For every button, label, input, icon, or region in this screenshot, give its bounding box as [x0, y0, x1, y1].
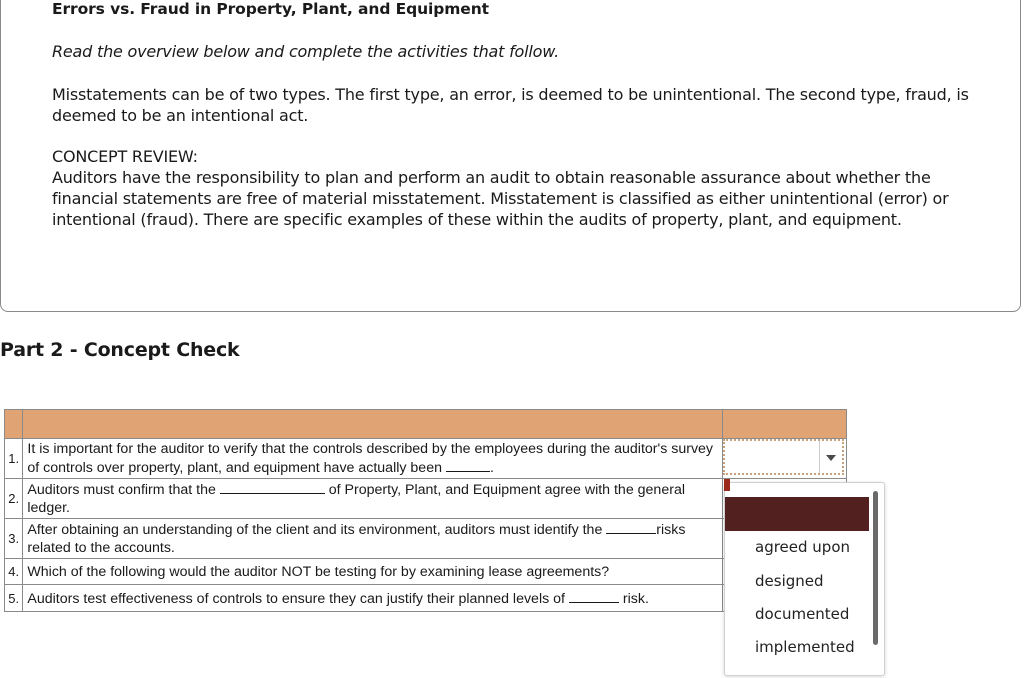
dropdown-scrollbar[interactable] [873, 491, 878, 645]
question-text [23, 519, 723, 559]
answer-blank [446, 458, 490, 472]
answer-blank [569, 589, 619, 603]
question-text-part: risk. [622, 590, 649, 607]
answer-blank [220, 480, 325, 494]
question-text [23, 559, 723, 585]
question-text-part: Which of the following would the auditor NOT be testing for by examining lease agreements? [27, 563, 610, 580]
question-text-part: of Property, Plant, and Equipment agree with the general ledger. [27, 482, 685, 516]
concept-review-text: Auditors have the responsibility to plan and perform an audit to obtain reasonable assurance about whether the financial statements are free of material misstatement. Misstatement is classified as either unintentional (error) or intentional (fraud). There are specific examples of these within the audits of property, plant, and equipment. [52, 168, 949, 229]
dropdown-pointer [724, 479, 730, 491]
header-cell-answer [723, 410, 847, 439]
question-number: 2. [5, 479, 23, 519]
question-number: 3. [5, 519, 23, 559]
overview-instruction: Read the overview below and complete the activities that follow. [52, 42, 559, 61]
overview-paragraph: Misstatements can be of two types. The first type, an error, is deemed to be unintentional. The second type, fraud, is deemed to be an intentional act. [52, 85, 969, 125]
dropdown-option-designed[interactable]: designed [755, 572, 824, 590]
question-text-part: . [489, 460, 494, 476]
table-row [5, 479, 847, 519]
table-row [5, 439, 847, 479]
chevron-down-icon[interactable] [819, 441, 842, 473]
question-number: 4. [5, 559, 23, 585]
header-cell-question [23, 410, 723, 439]
question-text-part: Auditors must confirm that the [27, 482, 216, 498]
dropdown-option-empty-selected[interactable] [725, 497, 869, 531]
part-title: Part 2 - Concept Check [0, 339, 240, 361]
header-cell-num [5, 410, 23, 439]
overview-title: Errors vs. Fraud in Property, Plant, and Equipment [52, 0, 489, 18]
table-header-row [5, 410, 847, 439]
table-row [5, 519, 847, 559]
question-number: 1. [5, 439, 23, 479]
question-text-part: After obtaining an understanding of the client and its environment, auditors must identify the [27, 522, 603, 538]
question-number: 5. [5, 585, 23, 612]
concept-review [52, 146, 972, 230]
question-text-part: It is important for the auditor to verify that the controls described by the employees during the auditor's survey of controls over property, plant, and equipment have actually been [27, 441, 714, 476]
question-text [23, 439, 723, 479]
question-text-part: Auditors test effectiveness of controls to ensure they can justify their planned levels of [27, 590, 565, 607]
question-table [4, 409, 847, 612]
concept-review-heading: CONCEPT REVIEW: [52, 147, 198, 166]
question-text [23, 479, 723, 519]
dropdown-option-implemented[interactable]: implemented [755, 638, 855, 656]
dropdown-option-agreed-upon[interactable]: agreed upon [755, 538, 851, 556]
answer-select[interactable] [723, 439, 844, 475]
answer-dropdown-menu [724, 482, 885, 676]
table-row [5, 559, 847, 585]
overview-panel [0, 0, 1021, 312]
question-text [23, 585, 723, 612]
dropdown-option-documented[interactable]: documented [755, 605, 850, 623]
table-row [5, 585, 847, 612]
answer-blank [606, 520, 656, 534]
answer-cell [723, 439, 847, 479]
question-text-part: risks related to the accounts. [27, 522, 686, 556]
